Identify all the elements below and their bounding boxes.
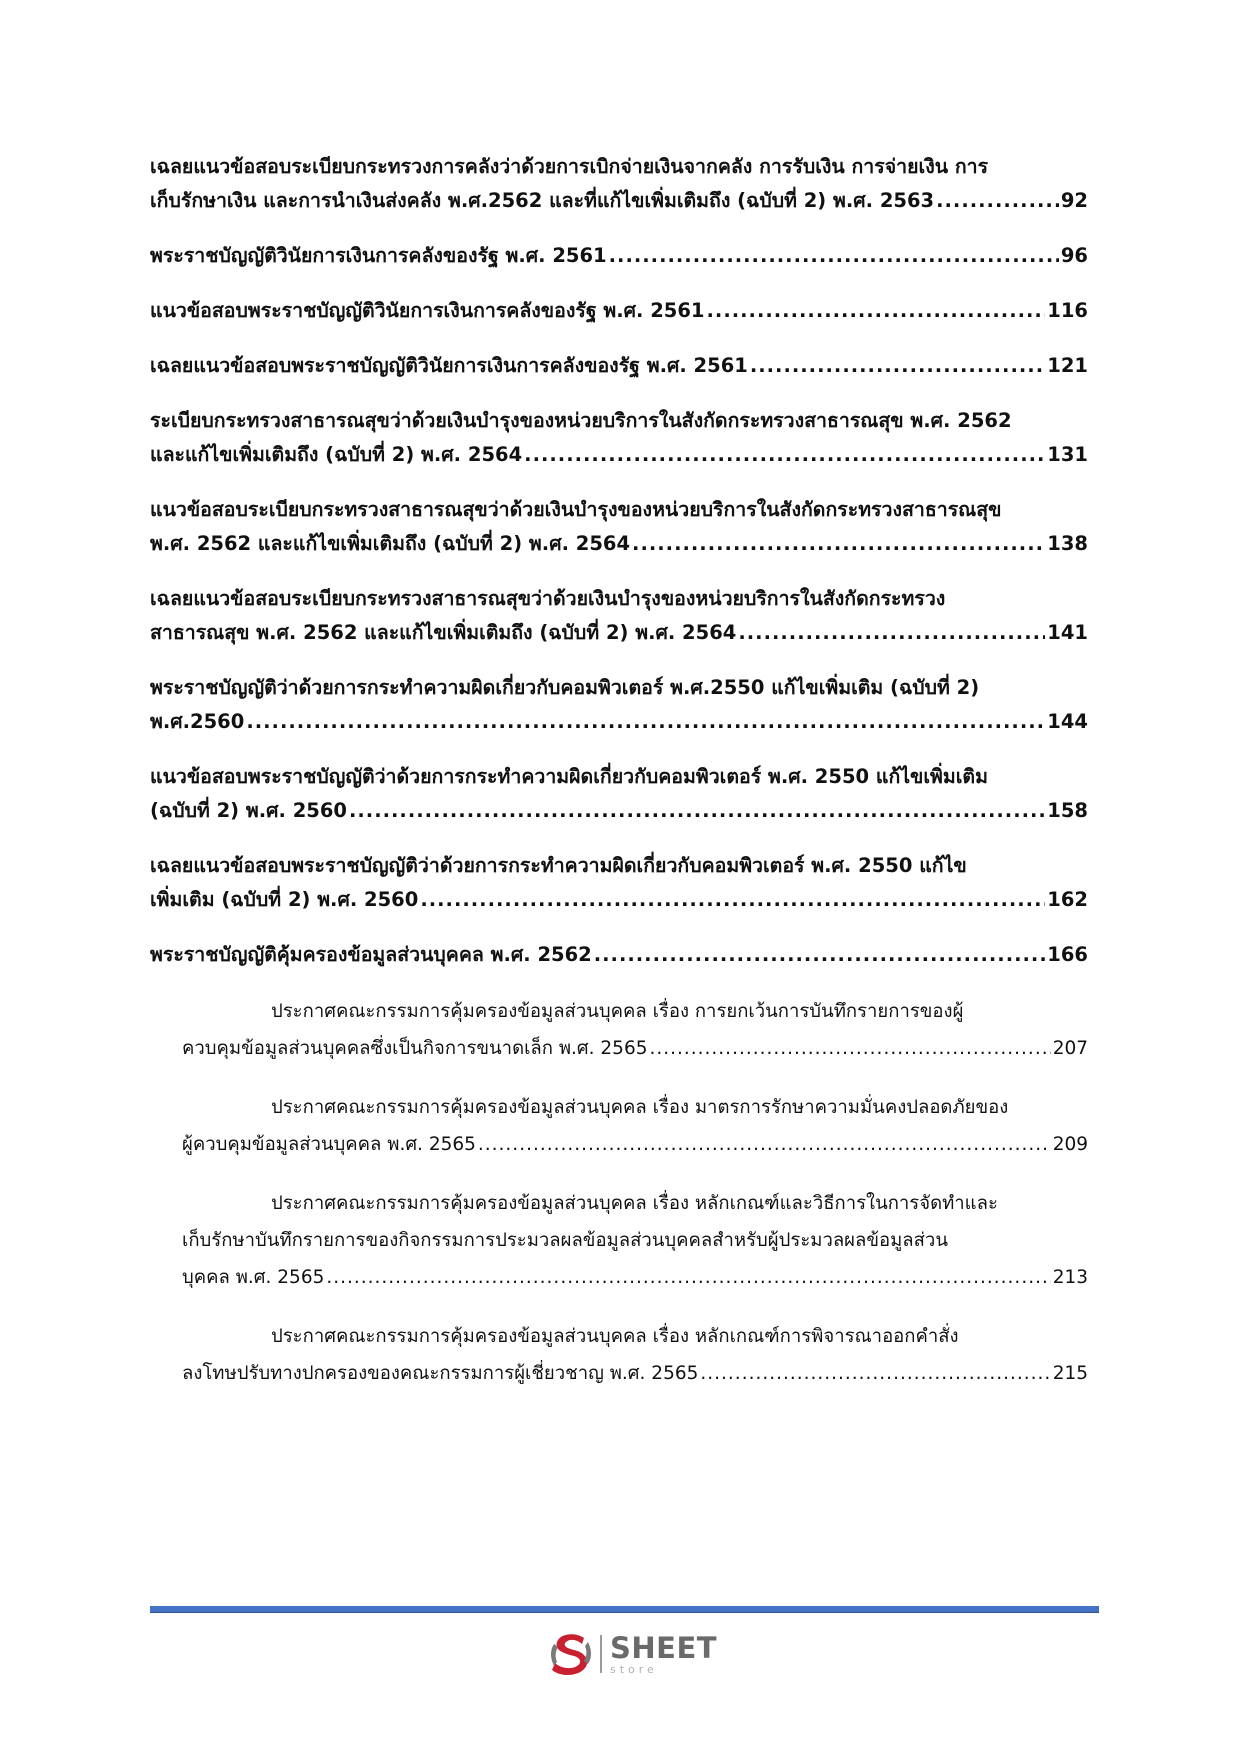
logo-subword: store — [610, 1662, 658, 1676]
toc-entry-line — [150, 184, 1088, 218]
toc-entry-line — [150, 527, 1088, 561]
toc-entry-title: ผู้ควบคุมข้อมูลส่วนบุคคล พ.ศ. 2565 — [182, 1134, 476, 1155]
toc-entry-line — [150, 760, 1088, 794]
toc-entry-title: เฉลยแนวข้อสอบพระราชบัญญัติวินัยการเงินการคลังของรัฐ พ.ศ. 2561 — [150, 354, 748, 377]
toc-entry[interactable] — [150, 938, 1088, 972]
toc-page-number: 141 — [1047, 621, 1088, 644]
toc-entry[interactable] — [150, 239, 1088, 273]
dot-leader — [524, 438, 1045, 472]
toc-page-number: 116 — [1047, 299, 1088, 322]
dot-leader — [246, 705, 1045, 739]
toc-entry-title: พระราชบัญญัติว่าด้วยการกระทำความผิดเกี่ยวกับคอมพิวเตอร์ พ.ศ.2550 แก้ไขเพิ่มเติม (ฉบับที่ 2) — [150, 676, 980, 699]
toc-page-number: 131 — [1047, 443, 1088, 466]
toc-entry-title: ประกาศคณะกรรมการคุ้มครองข้อมูลส่วนบุคคล เรื่อง หลักเกณฑ์การพิจารณาออกคำสั่ง — [271, 1326, 959, 1347]
dot-leader — [750, 349, 1045, 383]
toc-entry-line — [182, 1318, 1088, 1355]
toc-entry-line — [182, 1030, 1088, 1067]
toc-entry-title: (ฉบับที่ 2) พ.ศ. 2560 — [150, 799, 347, 822]
toc-page-number: 166 — [1047, 943, 1088, 966]
dot-leader — [609, 239, 1059, 273]
toc-entry-title: ประกาศคณะกรรมการคุ้มครองข้อมูลส่วนบุคคล เรื่อง หลักเกณฑ์และวิธีการในการจัดทำและ — [271, 1193, 998, 1214]
dot-leader — [700, 1355, 1050, 1392]
sheet-store-logo-icon — [548, 1630, 594, 1678]
toc-page-number: 158 — [1047, 799, 1088, 822]
toc-entry[interactable] — [150, 150, 1088, 218]
dot-leader — [420, 883, 1045, 917]
toc-entry[interactable] — [150, 671, 1088, 739]
logo-separator — [600, 1635, 602, 1673]
toc-entry-title: พ.ศ.2560 — [150, 710, 245, 733]
toc-entry-title: พระราชบัญญัติวินัยการเงินการคลังของรัฐ พ.ศ. 2561 — [150, 244, 607, 267]
toc-entry-line — [150, 349, 1088, 383]
toc-entry-title: ประกาศคณะกรรมการคุ้มครองข้อมูลส่วนบุคคล เรื่อง การยกเว้นการบันทึกรายการของผู้ — [271, 1001, 964, 1022]
toc-entry-line — [150, 294, 1088, 328]
table-of-contents — [150, 150, 1088, 1414]
sheet-store-logo — [548, 1628, 717, 1680]
toc-entry-line — [182, 1355, 1088, 1392]
footer-rule — [150, 1606, 1099, 1613]
toc-entry-line — [182, 1089, 1088, 1126]
toc-entry-line — [150, 493, 1088, 527]
dot-leader — [632, 527, 1045, 561]
toc-entry-line — [182, 1259, 1088, 1296]
toc-entry-title: แนวข้อสอบระเบียบกระทรวงสาธารณสุขว่าด้วยเงินบำรุงของหน่วยบริการในสังกัดกระทรวงสาธารณสุข — [150, 498, 1002, 521]
toc-entry-title: เฉลยแนวข้อสอบระเบียบกระทรวงการคลังว่าด้วยการเบิกจ่ายเงินจากคลัง การรับเงิน การจ่ายเงิน การ — [150, 155, 989, 178]
toc-entry[interactable] — [150, 294, 1088, 328]
toc-page-number: 121 — [1047, 354, 1088, 377]
toc-entry-title: บุคคล พ.ศ. 2565 — [182, 1267, 325, 1288]
dot-leader — [326, 1259, 1050, 1296]
toc-entry-title: ลงโทษปรับทางปกครองของคณะกรรมการผู้เชี่ยวชาญ พ.ศ. 2565 — [182, 1363, 699, 1384]
toc-entry[interactable] — [150, 849, 1088, 917]
toc-entry[interactable] — [182, 993, 1088, 1067]
toc-entry-line — [150, 794, 1088, 828]
toc-entry[interactable] — [150, 493, 1088, 561]
dot-leader — [936, 184, 1059, 218]
toc-entry-title: แนวข้อสอบพระราชบัญญัติวินัยการเงินการคลังของรัฐ พ.ศ. 2561 — [150, 299, 705, 322]
toc-page-number: 213 — [1052, 1267, 1088, 1288]
toc-entry-title: เฉลยแนวข้อสอบพระราชบัญญัติว่าด้วยการกระทำความผิดเกี่ยวกับคอมพิวเตอร์ พ.ศ. 2550 แก้ไข — [150, 854, 967, 877]
toc-entry-line — [150, 582, 1088, 616]
toc-entry-title: พ.ศ. 2562 และแก้ไขเพิ่มเติมถึง (ฉบับที่ 2) พ.ศ. 2564 — [150, 532, 631, 555]
toc-entry[interactable] — [150, 582, 1088, 650]
toc-entry-line — [150, 705, 1088, 739]
toc-entry-line — [150, 938, 1088, 972]
toc-page-number: 207 — [1052, 1038, 1088, 1059]
dot-leader — [349, 794, 1045, 828]
toc-entry-line — [150, 849, 1088, 883]
toc-entry-line — [150, 239, 1088, 273]
toc-entry-title: เก็บรักษาเงิน และการนำเงินส่งคลัง พ.ศ.2562 และที่แก้ไขเพิ่มเติมถึง (ฉบับที่ 2) พ.ศ. 2563 — [150, 189, 935, 212]
toc-entry-line — [182, 1222, 1088, 1259]
toc-entry-line — [150, 438, 1088, 472]
toc-page-number: 92 — [1060, 189, 1088, 212]
toc-entry-line — [182, 993, 1088, 1030]
toc-entry-line — [150, 150, 1088, 184]
toc-entry-title: ควบคุมข้อมูลส่วนบุคคลซึ่งเป็นกิจการขนาดเล็ก พ.ศ. 2565 — [182, 1038, 648, 1059]
toc-entry-line — [182, 1185, 1088, 1222]
toc-page-number: 215 — [1052, 1363, 1088, 1384]
toc-entry-title: ประกาศคณะกรรมการคุ้มครองข้อมูลส่วนบุคคล เรื่อง มาตรการรักษาความมั่นคงปลอดภัยของ — [271, 1097, 1009, 1118]
logo-word: SHEET — [610, 1630, 718, 1665]
toc-entry-title: แนวข้อสอบพระราชบัญญัติว่าด้วยการกระทำความผิดเกี่ยวกับคอมพิวเตอร์ พ.ศ. 2550 แก้ไขเพิ่มเติม — [150, 765, 988, 788]
toc-entry-line — [150, 671, 1088, 705]
toc-page-number: 138 — [1047, 532, 1088, 555]
toc-entry-line — [150, 404, 1088, 438]
toc-entry[interactable] — [182, 1089, 1088, 1163]
toc-page-number: 96 — [1060, 244, 1088, 267]
toc-entry-line — [150, 883, 1088, 917]
toc-entry-title: และแก้ไขเพิ่มเติมถึง (ฉบับที่ 2) พ.ศ. 2564 — [150, 443, 523, 466]
toc-entry-line — [150, 616, 1088, 650]
toc-entry-title: เก็บรักษาบันทึกรายการของกิจกรรมการประมวลผลข้อมูลส่วนบุคคลสำหรับผู้ประมวลผลข้อมูลส่วน — [182, 1230, 948, 1251]
toc-entry-title: เฉลยแนวข้อสอบระเบียบกระทรวงสาธารณสุขว่าด้วยเงินบำรุงของหน่วยบริการในสังกัดกระทรวง — [150, 587, 946, 610]
toc-entry-title: สาธารณสุข พ.ศ. 2562 และแก้ไขเพิ่มเติมถึง (ฉบับที่ 2) พ.ศ. 2564 — [150, 621, 737, 644]
toc-page-number: 162 — [1047, 888, 1088, 911]
dot-leader — [650, 1030, 1051, 1067]
dot-leader — [707, 294, 1046, 328]
toc-page-number: 209 — [1052, 1134, 1088, 1155]
logo-text — [610, 1630, 718, 1676]
toc-entry[interactable] — [150, 404, 1088, 472]
toc-entry-title: พระราชบัญญัติคุ้มครองข้อมูลส่วนบุคคล พ.ศ. 2562 — [150, 943, 592, 966]
toc-entry[interactable] — [150, 760, 1088, 828]
dot-leader — [738, 616, 1045, 650]
toc-entry-title: ระเบียบกระทรวงสาธารณสุขว่าด้วยเงินบำรุงของหน่วยบริการในสังกัดกระทรวงสาธารณสุข พ.ศ. 2562 — [150, 409, 1012, 432]
toc-page-number: 144 — [1047, 710, 1088, 733]
toc-entry-title: เพิ่มเติม (ฉบับที่ 2) พ.ศ. 2560 — [150, 888, 419, 911]
dot-leader — [478, 1126, 1051, 1163]
dot-leader — [594, 938, 1046, 972]
toc-entry-line — [182, 1126, 1088, 1163]
toc-entry[interactable] — [182, 1185, 1088, 1296]
toc-entry[interactable] — [150, 349, 1088, 383]
toc-entry[interactable] — [182, 1318, 1088, 1392]
